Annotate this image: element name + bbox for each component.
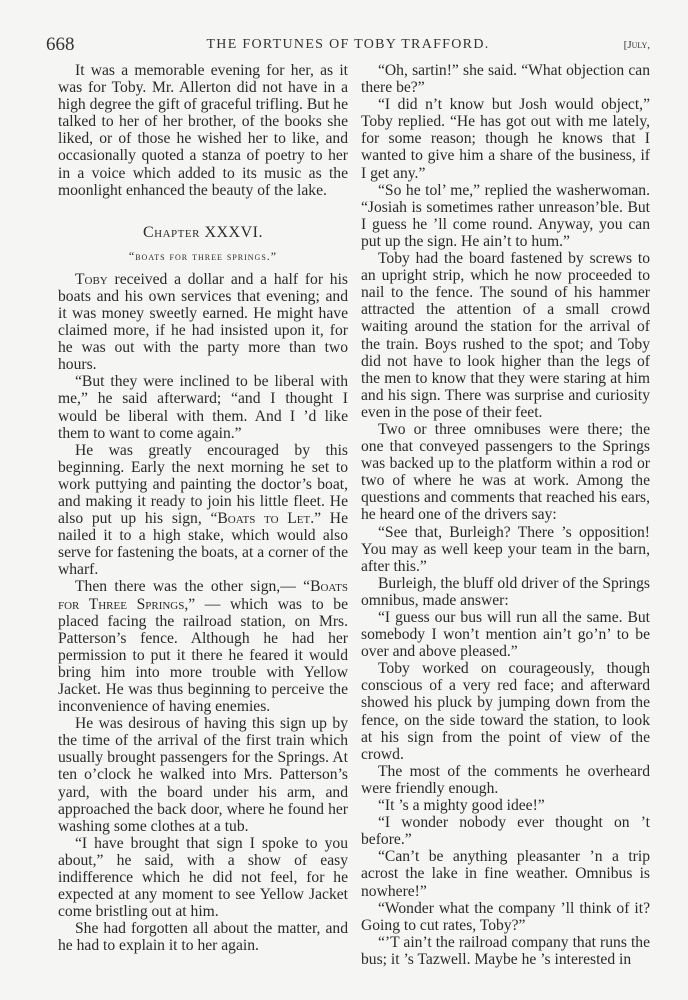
paragraph: “I guess our bus will run all the same. But somebody I won’t mention ain’t go’n’ to be over and above pleased.”	[361, 609, 650, 661]
paragraph-text: He was greatly encouraged by this beginning. Early the next morning he set to work puttying and painting the doctor’s boat, and making it ready to join his little fleet. He also put up his sign, “	[58, 441, 348, 528]
left-column	[58, 62, 348, 955]
paragraph	[58, 578, 348, 715]
sign-text: Boats for Three Springs,	[58, 578, 348, 613]
paragraph: He was desirous of having this sign up by the time of the arrival of the first train which usually brought passengers for the Springs. At ten o’clock he walked into Mrs. Patterson’s yard, with the board under his arm, and approached the back door, where he found her washing some clothes at a tub.	[58, 715, 348, 835]
paragraph: “So he tol’ me,” replied the washerwoman. “Josiah is sometimes rather unreason’ble. But I guess he ’ll come round. Anyway, you can put up the sign. He ain’t to hum.”	[361, 181, 650, 250]
paragraph	[58, 271, 348, 374]
paragraph: Toby worked on courageously, though conscious of a very red face; and afterward showed his pluck by jumping down from the fence, on the side toward the station, to look at his sign from the point of view of the crowd.	[361, 660, 650, 763]
paragraph: Two or three omnibuses were there; the one that conveyed passengers to the Springs was backed up to the platform within a rod or two of where he was at work. Among the questions and comments that reached his ears, he heard one of the drivers say:	[361, 420, 650, 524]
right-column	[361, 62, 650, 968]
sign-text: Boats to Let.	[217, 510, 315, 528]
paragraph-text: ” — which was to be placed facing the railroad station, on Mrs. Patterson’s fence. Although he had her permission to put it there he feared it would bring him into more trouble with Yellow Jacket. He was thus beginning to perceive the inconvenience of having enemies.	[58, 595, 348, 716]
paragraph-lead: Toby	[75, 270, 108, 288]
issue-month: [July,	[623, 39, 650, 51]
paragraph: She had forgotten all about the matter, and he had to explain it to her again.	[58, 920, 348, 955]
paragraph: “’T ain’t the railroad company that runs the bus; it ’s Tazwell. Maybe he ’s interested in	[361, 933, 650, 968]
page-header	[46, 34, 650, 56]
paragraph	[58, 442, 348, 579]
paragraph: “I wonder nobody ever thought on ’t before.”	[361, 814, 650, 849]
paragraph: “But they were inclined to be liberal with me,” he said afterward; “and I thought I would be liberal with them. And I ’d like them to want to come again.”	[58, 373, 348, 442]
paragraph: “It ’s a mighty good idee!”	[378, 797, 545, 815]
running-title: THE FORTUNES OF TOBY TRAFFORD.	[206, 37, 490, 52]
paragraph: “Can’t be anything pleasanter ’n a trip acrost the lake in fine weather. Omnibus is nowhere!”	[361, 848, 650, 900]
paragraph: Toby had the board fastened by screws to an upright strip, which he now proceeded to nail to the fence. The sound of his hammer attracted the attention of a small crowd waiting around the station for the arrival of the train. Boys rushed to the spot; and Toby did not have to look higher than the legs of the men to know that they were staring at him and his sign. There was surprise and curiosity even in the pose of their feet.	[361, 250, 650, 421]
paragraph-text: received a dollar and a half for his boats and his own services that evening; and it was money sweetly earned. He might have claimed more, if he had insisted upon it, for he was out with the party more than two hours.	[58, 270, 348, 374]
page-number: 668	[46, 34, 75, 55]
paragraph: “Oh, sartin!” she said. “What objection can there be?”	[361, 62, 650, 97]
paragraph: It was a memorable evening for her, as it was for Toby. Mr. Allerton did not have in a high degree the gift of graceful trifling. But he talked to her of her brother, of the books she liked, or of those he wished her to like, and occasionally quoted a stanza of poetry to her in a voice which added to its music as the moonlight enhanced the beauty of the lake.	[58, 62, 348, 199]
paragraph: “I did n’t know but Josh would object,” Toby replied. “He has got out with me lately, for some reason; though he knows that I wanted to give him a share of the business, if I get any.”	[361, 96, 650, 182]
paragraph: “See that, Burleigh? There ’s opposition! You may as well keep your team in the barn, after this.”	[361, 523, 650, 575]
paragraph-text: ” He nailed it to a high stake, which would also serve for fastening the boats, at a corner of the wharf.	[58, 510, 348, 579]
paragraph: Burleigh, the bluff old driver of the Springs omnibus, made answer:	[361, 574, 650, 609]
paragraph: “I have brought that sign I spoke to you about,” he said, with a show of easy indifference which he did not feel, for he expected at any moment to see Yellow Jacket come bristling out at him.	[58, 834, 348, 921]
chapter-heading: Chapter XXXVI.	[143, 223, 263, 241]
paragraph: The most of the comments he overheard were friendly enough.	[361, 762, 650, 797]
chapter-subtitle: “boats for three springs.”	[128, 248, 278, 263]
paragraph: “Wonder what the company ’ll think of it? Going to cut rates, Toby?”	[361, 899, 650, 934]
paragraph-text: Then there was the other sign,— “	[75, 578, 311, 596]
